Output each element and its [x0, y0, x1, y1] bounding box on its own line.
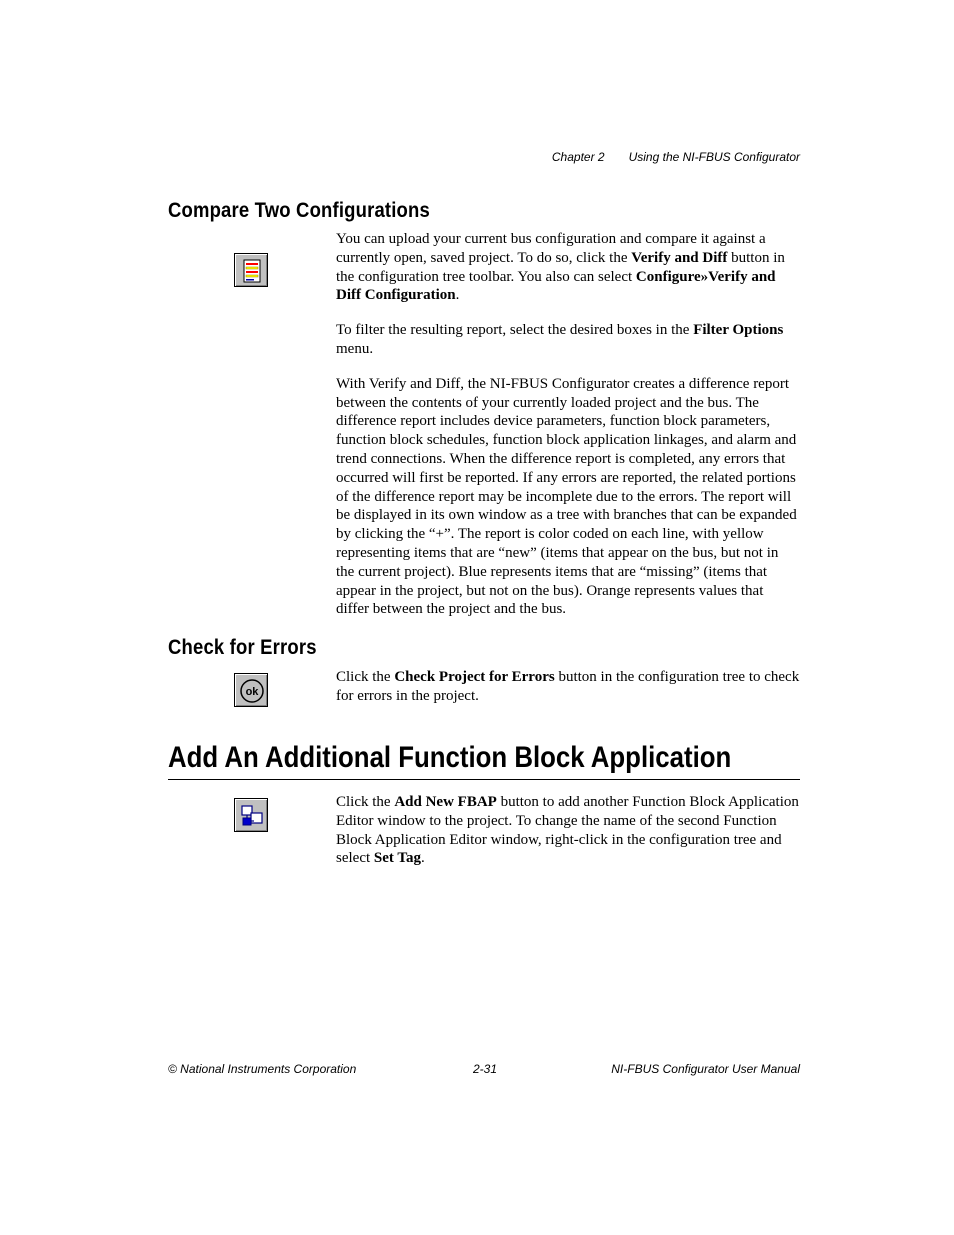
footer-manual-title: NI-FBUS Configurator User Manual [611, 1062, 800, 1076]
check-paragraph-1 [336, 668, 800, 706]
text-run: menu. [336, 340, 374, 357]
text-run: . [421, 850, 425, 867]
check-project-term: Check Project for Errors [394, 669, 555, 685]
text-run: button to add another Function Block Application Editor window to the project. To change the name of the second Function Block Application Editor window, right-click in the configuration tree and select [336, 794, 799, 867]
running-header [168, 150, 800, 164]
chapter-title: Using the NI-FBUS Configurator [628, 150, 800, 164]
filter-options-term: Filter Options [693, 322, 784, 339]
configure-menu-path: Configure»Verify and Diff Configuration [336, 268, 776, 304]
verify-and-diff-icon [234, 253, 268, 287]
text-run: Click the [336, 669, 395, 685]
text-run: To filter the resulting report, select the desired boxes in the [336, 322, 694, 339]
verify-and-diff-term: Verify and Diff [631, 249, 728, 266]
text-run: You can upload your current bus configuration and compare it against a currently open, saved project. To do so, click the [336, 231, 766, 266]
compare-paragraph-3: With Verify and Diff, the NI-FBUS Configurator creates a difference report between the contents of your currently loaded project and the bus. The difference report includes device parameters, function block parameters, function block schedules, function block application linkages, and alarm and trend connections. When the difference report is completed, any errors that occurred will first be reported. If any errors are reported, the related portions of the difference report may be incomplete due to the errors. The report will be displayed in its own window as a tree with branches that can be expanded by clicking the “+”. The report is color coded on each line, with yellow representing items that are “new” (items that appear on the bus, but not in the current project). Blue represents items that are “missing” (items that appear in the project, but not on the bus). Orange represents values that differ between the project and the bus. [336, 375, 797, 618]
text-run: Click the [336, 794, 395, 810]
heading-rule [168, 779, 800, 780]
compare-paragraph-2 [336, 321, 800, 359]
ok-check-icon [234, 673, 268, 707]
footer-page-number: 2-31 [473, 1062, 498, 1076]
heading-add-function-block-application: Add An Additional Function Block Application [168, 741, 732, 774]
heading-compare-two-configurations: Compare Two Configurations [168, 199, 430, 222]
check-body [336, 668, 800, 706]
text-run: . [455, 287, 460, 304]
compare-paragraph-1 [336, 230, 800, 305]
svg-text:ok: ok [245, 686, 259, 698]
add-body [336, 793, 800, 868]
add-fbap-icon [234, 798, 268, 832]
text-run: button in the configuration tree toolbar. You also can select [336, 249, 785, 285]
footer-copyright: © National Instruments Corporation [168, 1062, 357, 1076]
add-new-fbap-term: Add New FBAP [394, 794, 497, 810]
add-paragraph-1 [336, 793, 800, 868]
text-run: button in the configuration tree to check for errors in the project. [336, 669, 800, 704]
compare-body [336, 230, 800, 619]
chapter-label: Chapter 2 [551, 150, 605, 164]
set-tag-term: Set Tag [373, 850, 422, 867]
page-footer [168, 1062, 800, 1078]
heading-check-for-errors: Check for Errors [168, 636, 317, 659]
